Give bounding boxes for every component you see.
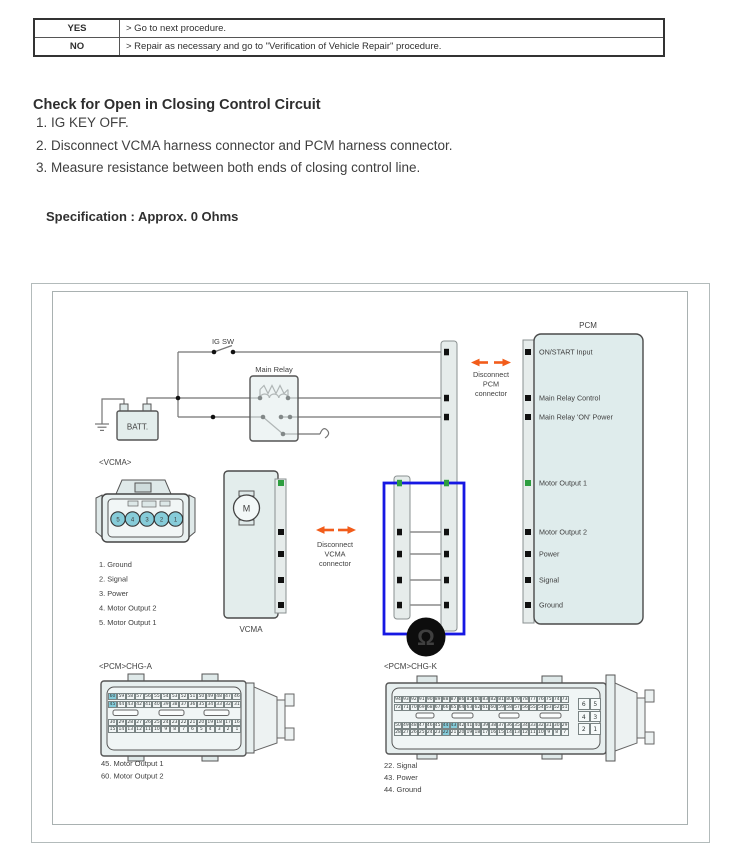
pin-13: 13 bbox=[127, 727, 134, 733]
pin-48: 48 bbox=[410, 722, 417, 728]
vcma-pin-number-3: 3 bbox=[145, 517, 149, 524]
motor-m-label: M bbox=[242, 503, 251, 514]
pin-59: 59 bbox=[118, 694, 125, 699]
pin-36: 36 bbox=[506, 722, 512, 728]
table-row-no bbox=[34, 38, 664, 57]
chg-a-title: <PCM>CHG-A bbox=[99, 662, 152, 671]
pin-38: 38 bbox=[171, 701, 178, 707]
pin-53: 53 bbox=[545, 704, 552, 710]
pin-28: 28 bbox=[395, 730, 401, 736]
pin-2: 2 bbox=[224, 726, 233, 733]
pin-63: 63 bbox=[466, 704, 473, 710]
pin-34: 34 bbox=[207, 701, 214, 707]
vcma-pin-4: 4. Motor Output 2 bbox=[99, 603, 157, 613]
pin-49: 49 bbox=[403, 722, 409, 728]
pin-58: 58 bbox=[127, 694, 134, 699]
pin-79: 79 bbox=[514, 697, 520, 702]
ohmmeter bbox=[407, 618, 446, 657]
pin-26: 26 bbox=[145, 719, 151, 725]
pin-13: 13 bbox=[514, 730, 520, 736]
pin-44: 44 bbox=[442, 722, 449, 728]
pin-67: 67 bbox=[434, 704, 441, 710]
pin-88: 88 bbox=[442, 697, 449, 702]
pin-36: 36 bbox=[189, 701, 196, 707]
pin-15: 15 bbox=[498, 730, 505, 736]
pin-76: 76 bbox=[537, 697, 544, 702]
pin-25: 25 bbox=[418, 730, 425, 736]
pin-93: 93 bbox=[403, 697, 409, 702]
pin-69: 69 bbox=[418, 704, 425, 710]
pin-31: 31 bbox=[545, 722, 552, 728]
pin-3: 3 bbox=[590, 711, 602, 723]
pin-43: 43 bbox=[450, 722, 457, 728]
pin-7: 7 bbox=[561, 729, 569, 736]
pin-62: 62 bbox=[474, 704, 481, 710]
pcm-title: PCM bbox=[579, 321, 597, 330]
pin-85: 85 bbox=[466, 697, 473, 702]
result-action-yes: > Go to next procedure. bbox=[120, 19, 665, 38]
pin-48: 48 bbox=[216, 694, 222, 699]
pin-35: 35 bbox=[198, 701, 205, 707]
chg-k-note-44: 44. Ground bbox=[384, 785, 422, 794]
pin-44: 44 bbox=[118, 701, 125, 707]
pin-40: 40 bbox=[474, 722, 481, 728]
pcm-pin-ground: Ground bbox=[539, 600, 563, 610]
pin-54: 54 bbox=[537, 704, 544, 710]
pcm-pin-motor1: Motor Output 1 bbox=[539, 478, 587, 488]
pin-10: 10 bbox=[537, 730, 544, 736]
pin-49: 49 bbox=[207, 694, 214, 699]
pin-39: 39 bbox=[162, 701, 169, 707]
vcma-pin-5: 5. Motor Output 1 bbox=[99, 618, 157, 627]
vcma-harness-strip bbox=[394, 476, 410, 619]
pin-78: 78 bbox=[522, 697, 528, 702]
chg-a-notes bbox=[101, 759, 164, 781]
pin-25: 25 bbox=[154, 719, 160, 725]
pin-33: 33 bbox=[530, 722, 536, 728]
pin-57: 57 bbox=[514, 704, 520, 710]
ig-sw-label: IG SW bbox=[211, 337, 235, 346]
pin-7: 7 bbox=[179, 726, 188, 733]
pin-90: 90 bbox=[426, 697, 433, 702]
pin-35: 35 bbox=[514, 722, 520, 728]
pin-26: 26 bbox=[410, 730, 417, 736]
pin-52: 52 bbox=[180, 694, 187, 699]
pin-8: 8 bbox=[553, 729, 561, 736]
disconnect-pcm-line2: PCM bbox=[482, 379, 500, 389]
step-1: 1. IG KEY OFF. bbox=[36, 115, 129, 130]
vcma-pin-list bbox=[99, 560, 157, 627]
pin-20: 20 bbox=[198, 719, 205, 725]
procedure-steps bbox=[36, 112, 452, 180]
pin-22: 22 bbox=[180, 719, 187, 725]
pcm-pin-power: Power bbox=[539, 549, 560, 559]
arrow-right-icon bbox=[348, 526, 357, 534]
pin-4: 4 bbox=[206, 726, 215, 733]
pin-56: 56 bbox=[522, 704, 528, 710]
pin-66: 66 bbox=[442, 704, 449, 710]
pin-75: 75 bbox=[545, 697, 552, 702]
vcma-header: <VCMA> bbox=[99, 458, 132, 467]
chg-a-note-45: 45. Motor Output 1 bbox=[101, 759, 164, 768]
pin-65: 65 bbox=[450, 704, 457, 710]
pin-21: 21 bbox=[189, 719, 196, 725]
pcm-pin-signal: Signal bbox=[539, 575, 559, 585]
pin-27: 27 bbox=[403, 730, 409, 736]
pin-14: 14 bbox=[118, 727, 125, 733]
chg-k-large-pin-block bbox=[578, 698, 601, 735]
pin-46: 46 bbox=[234, 694, 240, 699]
pin-91: 91 bbox=[418, 697, 425, 702]
disconnect-vcma-line3: connector bbox=[318, 559, 352, 568]
pin-42: 42 bbox=[136, 701, 142, 707]
pin-1: 1 bbox=[590, 723, 602, 735]
chg-k-note-22: 22. Signal bbox=[384, 761, 418, 770]
batt-label: BATT. bbox=[126, 422, 149, 432]
vcma-pin-2: 2. Signal bbox=[99, 574, 128, 584]
pin-77: 77 bbox=[530, 697, 536, 702]
arrow-right-icon bbox=[503, 359, 512, 367]
pin-74: 74 bbox=[553, 697, 560, 702]
pin-42: 42 bbox=[458, 722, 465, 728]
pin-22: 22 bbox=[442, 730, 449, 736]
pin-46: 46 bbox=[426, 722, 433, 728]
arrow-left-icon bbox=[316, 526, 325, 534]
pin-81: 81 bbox=[498, 697, 505, 702]
pin-41: 41 bbox=[466, 722, 473, 728]
pin-4: 4 bbox=[578, 711, 590, 723]
pin-55: 55 bbox=[530, 704, 536, 710]
pin-53: 53 bbox=[171, 694, 178, 699]
vcma-box bbox=[224, 471, 286, 634]
pin-34: 34 bbox=[522, 722, 528, 728]
pin-45: 45 bbox=[434, 722, 441, 728]
pin-23: 23 bbox=[171, 719, 178, 725]
vcma-connector-face bbox=[96, 480, 195, 542]
pin-73: 73 bbox=[561, 697, 568, 702]
pin-41: 41 bbox=[145, 701, 151, 707]
pin-50: 50 bbox=[198, 694, 205, 699]
pin-5: 5 bbox=[197, 726, 206, 733]
page-title: Check for Open in Closing Control Circuit bbox=[33, 97, 321, 113]
pin-32: 32 bbox=[225, 701, 231, 707]
pin-32: 32 bbox=[537, 722, 544, 728]
pin-43: 43 bbox=[127, 701, 134, 707]
pin-17: 17 bbox=[482, 730, 489, 736]
pin-2: 2 bbox=[578, 723, 590, 735]
pin-29: 29 bbox=[118, 719, 125, 725]
pin-30: 30 bbox=[553, 722, 560, 728]
chg-k-title: <PCM>CHG-K bbox=[384, 662, 437, 671]
pin-21: 21 bbox=[450, 730, 457, 736]
disconnect-vcma-annotation bbox=[316, 526, 356, 568]
pin-16: 16 bbox=[490, 730, 497, 736]
pin-71: 71 bbox=[403, 704, 409, 710]
pin-5: 5 bbox=[590, 698, 602, 710]
pin-6: 6 bbox=[188, 726, 197, 733]
pin-37: 37 bbox=[180, 701, 187, 707]
pin-83: 83 bbox=[482, 697, 489, 702]
result-action-no: > Repair as necessary and go to "Verification of Vehicle Repair" procedure. bbox=[120, 38, 665, 57]
pin-15: 15 bbox=[109, 727, 116, 733]
pin-80: 80 bbox=[506, 697, 512, 702]
pin-59: 59 bbox=[498, 704, 505, 710]
pin-18: 18 bbox=[216, 719, 222, 725]
pin-58: 58 bbox=[506, 704, 512, 710]
disconnect-pcm-line1: Disconnect bbox=[472, 370, 510, 379]
pin-45: 45 bbox=[109, 701, 116, 707]
pin-39: 39 bbox=[482, 722, 489, 728]
pin-29: 29 bbox=[561, 722, 568, 728]
pin-16: 16 bbox=[234, 719, 240, 725]
pin-20: 20 bbox=[458, 730, 465, 736]
vcma-pin-3: 3. Power bbox=[99, 589, 129, 598]
battery bbox=[117, 404, 158, 440]
step-3: 3. Measure resistance between both ends of closing control line. bbox=[36, 160, 421, 175]
pin-61: 61 bbox=[482, 704, 489, 710]
vcma-pin-number-2: 2 bbox=[159, 517, 164, 524]
pin-24: 24 bbox=[426, 730, 433, 736]
pin-84: 84 bbox=[474, 697, 481, 702]
arrow-left-icon bbox=[471, 359, 480, 367]
pin-68: 68 bbox=[426, 704, 433, 710]
vcma-pin-1: 1. Ground bbox=[99, 560, 132, 569]
pin-38: 38 bbox=[490, 722, 497, 728]
result-key-no: NO bbox=[34, 38, 120, 57]
pin-55: 55 bbox=[154, 694, 160, 699]
pcm-pin-relay-ctrl: Main Relay Control bbox=[539, 393, 601, 403]
main-relay bbox=[250, 365, 298, 441]
pin-28: 28 bbox=[127, 719, 134, 725]
pin-9: 9 bbox=[161, 726, 170, 733]
ohm-symbol: Ω bbox=[417, 625, 435, 650]
pin-12: 12 bbox=[136, 727, 142, 733]
vcma-pin-number-5: 5 bbox=[116, 517, 120, 524]
vcma-box-label: VCMA bbox=[239, 625, 263, 634]
pin-37: 37 bbox=[498, 722, 505, 728]
pin-64: 64 bbox=[458, 704, 465, 710]
pin-11: 11 bbox=[530, 730, 536, 736]
pin-23: 23 bbox=[434, 730, 441, 736]
pin-87: 87 bbox=[450, 697, 457, 702]
pin-57: 57 bbox=[136, 694, 142, 699]
pcm-pin-on-start: ON/START Input bbox=[539, 347, 593, 357]
pin-60: 60 bbox=[490, 704, 497, 710]
pin-72: 72 bbox=[395, 704, 401, 710]
pin-9: 9 bbox=[545, 729, 553, 736]
result-table bbox=[33, 18, 665, 57]
pin-14: 14 bbox=[506, 730, 512, 736]
chg-k-notes bbox=[384, 761, 422, 794]
disconnect-vcma-line2: VCMA bbox=[324, 549, 346, 559]
vcma-pin-number-4: 4 bbox=[130, 517, 135, 524]
pin-51: 51 bbox=[561, 704, 568, 710]
pin-50: 50 bbox=[395, 722, 401, 728]
disconnect-vcma-line1: Disconnect bbox=[316, 540, 354, 549]
pin-54: 54 bbox=[162, 694, 169, 699]
pin-51: 51 bbox=[189, 694, 196, 699]
pin-17: 17 bbox=[225, 719, 231, 725]
pin-92: 92 bbox=[410, 697, 417, 702]
chg-k-pin-grid bbox=[394, 696, 569, 736]
pin-8: 8 bbox=[170, 726, 179, 733]
disconnect-pcm-line3: connector bbox=[474, 389, 508, 398]
pin-24: 24 bbox=[162, 719, 169, 725]
pin-18: 18 bbox=[474, 730, 481, 736]
pin-19: 19 bbox=[207, 719, 214, 725]
chg-a-note-60: 60. Motor Output 2 bbox=[101, 771, 164, 781]
vcma-pin-number-1: 1 bbox=[173, 517, 178, 524]
pcm-pin-relay-pwr: Main Relay 'ON' Power bbox=[539, 412, 613, 422]
pin-82: 82 bbox=[490, 697, 497, 702]
pin-33: 33 bbox=[216, 701, 222, 707]
pin-19: 19 bbox=[466, 730, 473, 736]
pin-47: 47 bbox=[225, 694, 231, 699]
pin-3: 3 bbox=[215, 726, 224, 733]
disconnect-pcm-annotation bbox=[471, 359, 511, 398]
chg-k-note-43: 43. Power bbox=[384, 773, 418, 782]
pin-30: 30 bbox=[109, 719, 116, 725]
pin-89: 89 bbox=[434, 697, 441, 702]
pin-40: 40 bbox=[154, 701, 160, 707]
table-row-yes bbox=[34, 19, 664, 38]
pin-12: 12 bbox=[522, 730, 528, 736]
step-2: 2. Disconnect VCMA harness connector and PCM harness connector. bbox=[36, 137, 453, 153]
pin-27: 27 bbox=[136, 719, 142, 725]
pcm-pin-motor2: Motor Output 2 bbox=[539, 527, 587, 537]
pin-31: 31 bbox=[234, 701, 240, 707]
pin-11: 11 bbox=[145, 727, 151, 733]
result-key-yes: YES bbox=[34, 19, 120, 38]
pin-1: 1 bbox=[232, 726, 241, 733]
chg-a-pin-grid bbox=[108, 693, 241, 733]
pin-56: 56 bbox=[145, 694, 151, 699]
pin-47: 47 bbox=[418, 722, 425, 728]
pin-10: 10 bbox=[154, 727, 160, 733]
pin-70: 70 bbox=[410, 704, 417, 710]
specification-text: Specification : Approx. 0 Ohms bbox=[46, 209, 239, 224]
pin-52: 52 bbox=[553, 704, 560, 710]
pin-6: 6 bbox=[578, 698, 590, 710]
main-relay-label: Main Relay bbox=[255, 365, 293, 374]
pin-94: 94 bbox=[395, 697, 401, 702]
circuit-diagram bbox=[31, 283, 710, 843]
pin-86: 86 bbox=[458, 697, 465, 702]
pin-60: 60 bbox=[109, 694, 116, 699]
